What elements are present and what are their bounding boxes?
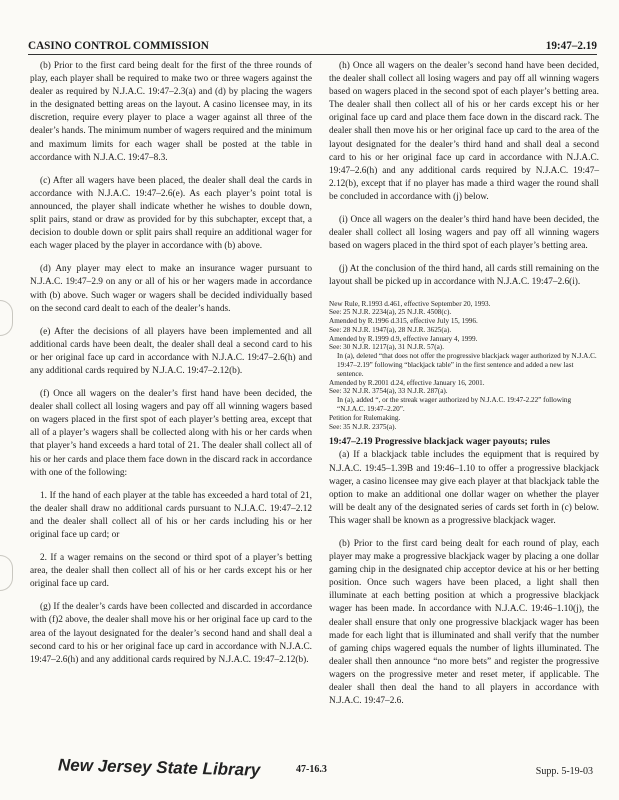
history-line: See: 28 N.J.R. 1947(a), 28 N.J.R. 3625(a). [329, 325, 452, 334]
history-line: Petition for Rulemaking. [329, 413, 401, 422]
history-line: See: 35 N.J.R. 2375(a). [329, 422, 397, 431]
library-stamp: New Jersey State Library [57, 755, 261, 780]
history-line: In (a), deleted “that does not offer the progressive blackjack wager authorized by N.J.A.C. 19:47–2.19” following “blackjack table” in the first sentence and added a new last sentence. [337, 352, 597, 378]
history-line: See: 30 N.J.R. 1217(a), 31 N.J.R. 57(a). [329, 343, 444, 352]
history-line: See: 25 N.J.R. 2234(a), 25 N.J.R. 4508(c). [329, 308, 452, 317]
history-line: Amended by R.1996 d.315, effective July 15, 1996. [329, 317, 478, 326]
history-line: Amended by R.1999 d.9, effective January 4, 1999. [329, 334, 478, 343]
page-number: 47-16.3 [296, 764, 327, 775]
paragraph-h: (h) Once all wagers on the dealer’s second hand have been decided, the dealer shall collect all losing wagers and pay off all winning wagers based on wagers placed in the second spot of each player’s betting area. The dealer shall then collect all of his or her cards except his or her original face up card and place them face down in the discard rack. The dealer shall then move his or her original face up card to the area of the layout designated for the dealer’s third hand and shall deal a second card to his or her original face up card in accordance with N.J.A.C. 19:47–2.6(h) and any additional cards required by N.J.A.C. 19:47–2.12(b), except that if no player has made a third wager the round shall be concluded in accordance with (j) below. [329, 61, 599, 202]
header-section-number: 19:47–2.19 [545, 40, 597, 52]
paragraph-d: (d) Any player may elect to make an insurance wager pursuant to N.J.A.C. 19:47–2.9 on any or all of his or her wagers made in accordance with (b) above. Such wager or wagers shall be decided individually based on the second card dealt to each of the dealer’s hands. [30, 264, 312, 314]
running-header [28, 38, 597, 55]
history-line: See: 32 N.J.R. 3754(a), 33 N.J.R. 287(a). [329, 387, 448, 396]
paragraph-b: (b) Prior to the first card being dealt for the first of the three rounds of play, each player shall be required to make two or three wagers against the dealer as required by N.J.A.C. 19:47–2.3(a) and (d) by placing the wagers in the designated betting areas on the layout. A casino licensee may, in its discretion, require every player to place a wager against all three of the dealer’s hands. The minimum number of wagers required and the minimum and maximum limits for each wager shall be posted at the table in accordance with N.J.A.C. 19:47–8.3. [30, 61, 312, 163]
left-column [30, 60, 312, 677]
paragraph-f-1: 1. If the hand of each player at the table has exceeded a hard total of 21, the dealer shall draw no additional cards pursuant to N.J.A.C. 19:47–2.12 and the dealer shall collect all of his or her cards including his or her original face up card; or [30, 490, 312, 540]
history-notes [329, 300, 599, 432]
paragraph-c: (c) After all wagers have been placed, the dealer shall deal the cards in accordance with N.J.A.C. 19:47–2.6(e). As each player’s point total is announced, the player shall indicate whether he wishes to double down, split pairs, stand or draw as provided for by this subchapter, except that, a decision to double down or split pairs shall require an additional wager for each wager placed by the player in accordance with (b) above. [30, 175, 312, 252]
history-line: In (a), added “, or the streak wager authorized by N.J.A.C. 19:47-2.22” following “N.J.A.C. 19:47–2.20”. [337, 396, 572, 414]
paragraph-f-2: 2. If a wager remains on the second or third spot of a player’s betting area, the dealer shall then collect all of his or her cards except his or her original face up card. [30, 553, 312, 590]
header-title: CASINO CONTROL COMMISSION [28, 40, 209, 52]
punch-hole-mark [0, 555, 13, 591]
paragraph-i: (i) Once all wagers on the dealer’s third hand have been decided, the dealer shall collect all losing wagers and pay off all winning wagers based on wagers placed in the third spot of each player’s betting area. [329, 215, 599, 252]
paragraph-j: (j) At the conclusion of the third hand, all cards still remaining on the layout shall be picked up in accordance with N.J.A.C. 19:47–2.6(i). [329, 264, 599, 288]
section-heading: 19:47–2.19 Progressive blackjack wager payouts; rules [329, 437, 551, 448]
supplement-date: Supp. 5-19-03 [535, 766, 593, 777]
paragraph-g: (g) If the dealer’s cards have been collected and discarded in accordance with (f)2 above, the dealer shall move his or her original face up card to the area of the layout designated for the dealer’s second hand and shall deal a second card to his or her original face up card in accordance with N.J.A.C. 19:47–2.6(h) and any additional cards required by N.J.A.C. 19:47–2.12(b). [30, 602, 312, 665]
right-column [329, 60, 599, 718]
history-line: New Rule, R.1993 d.461, effective September 20, 1993. [329, 299, 491, 308]
paragraph-e: (e) After the decisions of all players have been implemented and all additional cards have been dealt, the dealer shall deal a second card to his or her original face up card in accordance with N.J.A.C. 19:47–2.6(h) and any additional cards required by N.J.A.C. 19:47–2.12(b). [30, 326, 312, 376]
history-line: Amended by R.2001 d.24, effective January 16, 2001. [329, 378, 485, 387]
punch-hole-mark [0, 300, 13, 336]
section-paragraph-b: (b) Prior to the first card being dealt for each round of play, each player may make a progressive blackjack wager by placing a one dollar gaming chip in the designated chip acceptor device at his or her betting position. Once such wagers have been placed, a light shall then illuminate at each betting position at which a progressive blackjack wager has been made. In accordance with N.J.A.C. 19:46–1.10(j), the dealer shall ensure that only one progressive blackjack wager has been made for each light that is illuminated and shall verify that the number of gaming chips wagered equals the number of lights illuminated. The dealer shall then announce “no more bets” and register the progressive wagers on the progressive meter and reset meter, if applicable. The dealer shall then deal the hand to all players in accordance with N.J.A.C. 19:47–2.6. [329, 539, 599, 707]
section-paragraph-a: (a) If a blackjack table includes the equipment that is required by N.J.A.C. 19:45–1.39B and 19:46–1.10 to offer a progressive blackjack wager, a casino licensee may give each player at that blackjack table the option to make an additional one dollar wager on whether the player will be dealt any of the designated series of cards set forth in (c) below. This wager shall be known as a progressive blackjack wager. [329, 450, 599, 526]
paragraph-f: (f) Once all wagers on the dealer’s first hand have been decided, the dealer shall collect all losing wagers and pay off all winning wagers based on wagers placed in the first spot of each player’s betting area, except that all of a player’s wagers shall be collected along with his or her cards when that player’s hand exceeds a hard total of 21. The dealer shall collect all of his or her cards and place them face down in the discard rack in accordance with one of the following: [30, 389, 312, 478]
